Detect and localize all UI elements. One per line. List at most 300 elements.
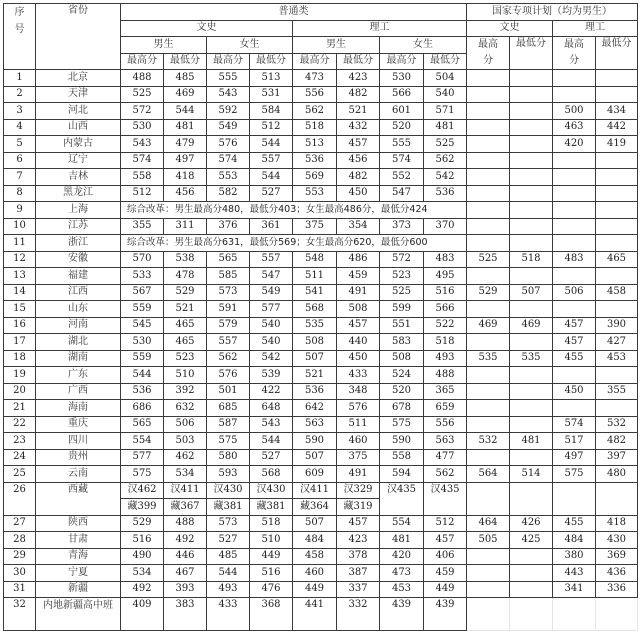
score-cell-empty bbox=[467, 119, 510, 136]
score-cell: 488 bbox=[164, 515, 207, 532]
score-cell: 551 bbox=[380, 317, 424, 334]
table-row bbox=[4, 515, 638, 532]
province-name: 湖北 bbox=[36, 334, 121, 351]
score-cell: 501 bbox=[207, 383, 250, 400]
score-cell: 473 bbox=[380, 565, 424, 582]
score-cell: 495 bbox=[424, 268, 467, 285]
score-cell-empty bbox=[596, 185, 638, 202]
table-row bbox=[4, 268, 638, 285]
row-number: 12 bbox=[4, 251, 36, 268]
score-cell: 554 bbox=[121, 433, 164, 450]
score-cell: 530 bbox=[121, 334, 164, 351]
score-cell: 332 bbox=[337, 598, 380, 631]
score-cell: 532 bbox=[467, 433, 510, 450]
score-cell: 483 bbox=[553, 251, 596, 268]
score-cell: 587 bbox=[207, 416, 250, 433]
score-cell: 504 bbox=[424, 70, 467, 87]
row-number: 18 bbox=[4, 350, 36, 367]
score-cell: 536 bbox=[121, 383, 164, 400]
score-cell: 577 bbox=[250, 301, 293, 318]
score-cell: 409 bbox=[121, 598, 164, 631]
table-row bbox=[4, 301, 638, 318]
score-cell: 516 bbox=[250, 565, 293, 582]
header-national-ligong-max-text: 最高分 bbox=[564, 39, 584, 66]
score-cell-empty bbox=[553, 185, 596, 202]
score-cell: 469 bbox=[510, 317, 553, 334]
score-cell: 685 bbox=[207, 400, 250, 417]
score-cell: 553 bbox=[207, 169, 250, 186]
score-cell-empty bbox=[553, 400, 596, 417]
score-cell: 460 bbox=[337, 433, 380, 450]
score-cell: 393 bbox=[164, 581, 207, 598]
score-cell-empty bbox=[596, 70, 638, 87]
score-cell: 574 bbox=[121, 152, 164, 169]
score-cell-empty bbox=[467, 152, 510, 169]
header-wenshi-male: 男生 bbox=[121, 37, 207, 54]
score-cell: 423 bbox=[337, 70, 380, 87]
score-cell: 506 bbox=[553, 284, 596, 301]
score-cell-empty bbox=[467, 103, 510, 120]
score-cell: 453 bbox=[596, 350, 638, 367]
table-row bbox=[4, 103, 638, 120]
score-cell: 521 bbox=[293, 367, 337, 384]
score-cell: 348 bbox=[337, 383, 380, 400]
score-cell: 542 bbox=[250, 350, 293, 367]
score-cell-zang: 藏399 bbox=[121, 499, 164, 516]
score-cell: 517 bbox=[553, 433, 596, 450]
province-name: 云南 bbox=[36, 466, 121, 483]
score-cell-empty bbox=[510, 185, 553, 202]
header-ligong-male: 男生 bbox=[293, 37, 380, 54]
province-name: 内蒙古 bbox=[36, 136, 121, 153]
row-number: 14 bbox=[4, 284, 36, 301]
score-cell: 507 bbox=[293, 449, 337, 466]
score-cell-empty bbox=[553, 301, 596, 318]
score-cell: 575 bbox=[121, 466, 164, 483]
header-max: 最高分 bbox=[207, 53, 250, 70]
row-number: 24 bbox=[4, 449, 36, 466]
score-cell: 659 bbox=[424, 400, 467, 417]
score-cell: 543 bbox=[250, 416, 293, 433]
score-cell: 579 bbox=[207, 317, 250, 334]
score-cell: 609 bbox=[293, 466, 337, 483]
score-cell: 563 bbox=[293, 416, 337, 433]
row-number: 19 bbox=[4, 367, 36, 384]
score-cell: 467 bbox=[164, 565, 207, 582]
score-cell-han: 汉411 bbox=[293, 482, 337, 499]
score-cell: 457 bbox=[553, 334, 596, 351]
score-cell: 525 bbox=[380, 284, 424, 301]
score-cell-empty bbox=[467, 202, 510, 219]
province-name: 吉林 bbox=[36, 169, 121, 186]
score-cell-empty bbox=[467, 268, 510, 285]
score-cell: 522 bbox=[424, 317, 467, 334]
score-cell: 457 bbox=[553, 317, 596, 334]
row-number: 15 bbox=[4, 301, 36, 318]
score-cell: 534 bbox=[121, 565, 164, 582]
score-cell: 508 bbox=[337, 301, 380, 318]
header-national-ligong: 理工 bbox=[553, 20, 638, 37]
score-cell: 530 bbox=[121, 119, 164, 136]
table-row bbox=[4, 251, 638, 268]
score-cell: 555 bbox=[207, 70, 250, 87]
score-cell: 590 bbox=[293, 433, 337, 450]
province-name: 海南 bbox=[36, 400, 121, 417]
admission-score-table bbox=[3, 3, 638, 631]
score-cell: 481 bbox=[380, 532, 424, 549]
province-name: 湖南 bbox=[36, 350, 121, 367]
score-cell: 562 bbox=[424, 466, 467, 483]
score-cell: 557 bbox=[250, 152, 293, 169]
province-name: 青海 bbox=[36, 548, 121, 565]
score-cell: 525 bbox=[121, 86, 164, 103]
province-name: 浙江 bbox=[36, 235, 121, 252]
score-cell-empty bbox=[596, 367, 638, 384]
header-max: 最高分 bbox=[380, 53, 424, 70]
score-cell-empty bbox=[467, 367, 510, 384]
score-cell: 456 bbox=[337, 152, 380, 169]
score-cell-han: 汉411 bbox=[164, 482, 207, 499]
score-cell: 483 bbox=[424, 251, 467, 268]
score-cell-empty bbox=[467, 334, 510, 351]
province-name: 河南 bbox=[36, 317, 121, 334]
score-cell-empty bbox=[553, 367, 596, 384]
score-cell: 569 bbox=[293, 169, 337, 186]
row-number: 23 bbox=[4, 433, 36, 450]
score-cell: 648 bbox=[250, 400, 293, 417]
score-cell: 547 bbox=[380, 185, 424, 202]
score-cell: 566 bbox=[380, 86, 424, 103]
score-cell: 481 bbox=[164, 119, 207, 136]
table-row bbox=[4, 433, 638, 450]
score-cell: 554 bbox=[380, 515, 424, 532]
score-cell: 536 bbox=[424, 185, 467, 202]
score-cell-han: 汉329 bbox=[337, 482, 380, 499]
score-cell: 536 bbox=[293, 152, 337, 169]
score-cell: 514 bbox=[510, 466, 553, 483]
score-cell: 450 bbox=[337, 350, 380, 367]
score-cell: 568 bbox=[293, 301, 337, 318]
table-row bbox=[4, 218, 638, 235]
score-cell: 439 bbox=[424, 598, 467, 631]
score-cell: 512 bbox=[121, 185, 164, 202]
score-cell-empty bbox=[467, 548, 510, 565]
score-cell: 529 bbox=[164, 284, 207, 301]
score-cell-empty bbox=[510, 119, 553, 136]
score-cell-empty bbox=[510, 235, 553, 252]
score-cell: 527 bbox=[250, 449, 293, 466]
score-cell: 512 bbox=[250, 119, 293, 136]
table-row bbox=[4, 334, 638, 351]
score-cell: 465 bbox=[164, 334, 207, 351]
score-cell: 585 bbox=[207, 268, 250, 285]
score-cell: 584 bbox=[250, 103, 293, 120]
province-name: 山东 bbox=[36, 301, 121, 318]
score-cell: 507 bbox=[510, 284, 553, 301]
score-cell: 442 bbox=[596, 119, 638, 136]
score-cell: 458 bbox=[596, 284, 638, 301]
score-cell: 508 bbox=[293, 334, 337, 351]
table-row bbox=[4, 284, 638, 301]
score-cell-empty bbox=[510, 268, 553, 285]
row-number: 28 bbox=[4, 532, 36, 549]
score-cell: 535 bbox=[293, 317, 337, 334]
score-cell: 449 bbox=[293, 581, 337, 598]
score-cell-empty bbox=[596, 152, 638, 169]
table-row bbox=[4, 466, 638, 483]
score-cell: 455 bbox=[553, 515, 596, 532]
header-regular: 普通类 bbox=[121, 4, 467, 21]
table-row bbox=[4, 119, 638, 136]
score-cell: 440 bbox=[337, 334, 380, 351]
row-number: 2 bbox=[4, 86, 36, 103]
score-cell: 552 bbox=[380, 169, 424, 186]
score-cell: 450 bbox=[553, 383, 596, 400]
score-cell: 485 bbox=[207, 548, 250, 565]
score-cell: 533 bbox=[121, 268, 164, 285]
score-cell: 558 bbox=[380, 449, 424, 466]
table-row bbox=[4, 185, 638, 202]
score-cell: 432 bbox=[337, 119, 380, 136]
score-cell: 380 bbox=[553, 548, 596, 565]
score-cell: 568 bbox=[250, 466, 293, 483]
score-cell: 341 bbox=[553, 581, 596, 598]
province-name: 西藏 bbox=[36, 482, 121, 515]
score-cell: 493 bbox=[424, 350, 467, 367]
score-cell: 473 bbox=[293, 70, 337, 87]
score-cell: 439 bbox=[380, 598, 424, 631]
score-cell: 544 bbox=[250, 169, 293, 186]
score-cell: 376 bbox=[207, 218, 250, 235]
row-number: 30 bbox=[4, 565, 36, 582]
score-cell: 539 bbox=[250, 367, 293, 384]
table-row bbox=[4, 350, 638, 367]
score-cell: 465 bbox=[164, 317, 207, 334]
row-number: 1 bbox=[4, 70, 36, 87]
row-number: 7 bbox=[4, 169, 36, 186]
score-cell: 516 bbox=[121, 532, 164, 549]
score-cell-empty bbox=[596, 202, 638, 219]
score-cell: 544 bbox=[250, 136, 293, 153]
score-cell: 686 bbox=[121, 400, 164, 417]
score-cell-empty bbox=[510, 86, 553, 103]
score-cell: 355 bbox=[121, 218, 164, 235]
score-cell-empty bbox=[510, 400, 553, 417]
score-cell-empty bbox=[553, 202, 596, 219]
score-cell: 490 bbox=[121, 548, 164, 565]
score-cell: 457 bbox=[337, 317, 380, 334]
score-cell: 488 bbox=[424, 367, 467, 384]
score-cell: 582 bbox=[207, 185, 250, 202]
province-name: 内地新疆高中班 bbox=[36, 598, 121, 631]
row-number: 13 bbox=[4, 268, 36, 285]
score-cell: 510 bbox=[250, 532, 293, 549]
score-cell: 524 bbox=[380, 367, 424, 384]
score-cell: 478 bbox=[164, 268, 207, 285]
score-cell: 525 bbox=[424, 136, 467, 153]
score-cell: 449 bbox=[424, 581, 467, 598]
score-cell-han: 汉462 bbox=[121, 482, 164, 499]
score-cell: 529 bbox=[121, 515, 164, 532]
header-national-plan: 国家专项计划（均为男生） bbox=[467, 4, 638, 21]
row-number: 10 bbox=[4, 218, 36, 235]
score-cell: 574 bbox=[207, 152, 250, 169]
score-cell-empty bbox=[467, 449, 510, 466]
row-number: 31 bbox=[4, 581, 36, 598]
score-cell: 481 bbox=[510, 433, 553, 450]
score-cell: 572 bbox=[380, 251, 424, 268]
row-number: 4 bbox=[4, 119, 36, 136]
score-cell-empty bbox=[553, 235, 596, 252]
province-name: 宁夏 bbox=[36, 565, 121, 582]
row-number: 11 bbox=[4, 235, 36, 252]
merged-reform-note: 综合改革：男生最高分480，最低分403；女生最高486分，最低分424 bbox=[121, 202, 467, 219]
score-cell: 538 bbox=[164, 251, 207, 268]
score-cell-empty bbox=[467, 301, 510, 318]
score-cell: 513 bbox=[250, 70, 293, 87]
score-cell-empty bbox=[596, 400, 638, 417]
score-cell: 433 bbox=[337, 367, 380, 384]
score-cell: 505 bbox=[467, 532, 510, 549]
score-cell-zang: 藏367 bbox=[164, 499, 207, 516]
score-cell: 557 bbox=[207, 334, 250, 351]
header-national-wenshi-min: 最低分 bbox=[510, 37, 553, 70]
score-cell: 563 bbox=[424, 433, 467, 450]
score-cell: 529 bbox=[467, 284, 510, 301]
score-cell: 434 bbox=[596, 103, 638, 120]
table-row bbox=[4, 383, 638, 400]
score-cell: 369 bbox=[596, 548, 638, 565]
score-cell: 567 bbox=[121, 284, 164, 301]
table-row bbox=[4, 152, 638, 169]
header-seq-text: 序号 bbox=[14, 7, 25, 35]
table-row bbox=[4, 86, 638, 103]
score-cell: 336 bbox=[596, 581, 638, 598]
score-cell-han: 汉430 bbox=[250, 482, 293, 499]
score-table-container bbox=[3, 3, 638, 631]
score-cell-empty bbox=[510, 598, 553, 631]
score-cell: 492 bbox=[121, 581, 164, 598]
score-cell: 420 bbox=[553, 136, 596, 153]
score-cell-empty bbox=[467, 482, 510, 515]
score-cell-empty bbox=[467, 136, 510, 153]
score-cell: 375 bbox=[337, 449, 380, 466]
score-cell-empty bbox=[467, 218, 510, 235]
score-cell-empty bbox=[510, 383, 553, 400]
score-cell: 594 bbox=[380, 466, 424, 483]
score-cell: 418 bbox=[596, 515, 638, 532]
score-cell: 459 bbox=[337, 268, 380, 285]
score-cell: 488 bbox=[121, 70, 164, 87]
score-cell-empty bbox=[510, 449, 553, 466]
score-cell: 521 bbox=[337, 103, 380, 120]
score-cell-empty bbox=[553, 152, 596, 169]
score-cell: 553 bbox=[293, 185, 337, 202]
score-cell: 450 bbox=[337, 185, 380, 202]
score-cell-empty bbox=[510, 301, 553, 318]
score-cell: 419 bbox=[596, 136, 638, 153]
province-name: 上海 bbox=[36, 202, 121, 219]
score-cell-empty bbox=[467, 86, 510, 103]
score-cell: 562 bbox=[424, 152, 467, 169]
score-cell: 527 bbox=[250, 185, 293, 202]
score-cell: 518 bbox=[293, 119, 337, 136]
score-cell-empty bbox=[467, 400, 510, 417]
score-cell: 540 bbox=[250, 317, 293, 334]
score-cell: 392 bbox=[164, 383, 207, 400]
score-cell: 523 bbox=[164, 350, 207, 367]
score-cell: 511 bbox=[293, 268, 337, 285]
score-cell-zang: 藏319 bbox=[337, 499, 380, 516]
score-cell: 592 bbox=[207, 103, 250, 120]
score-cell: 570 bbox=[121, 251, 164, 268]
score-cell: 430 bbox=[596, 532, 638, 549]
table-row bbox=[4, 367, 638, 384]
score-cell: 535 bbox=[510, 350, 553, 367]
score-cell: 486 bbox=[337, 251, 380, 268]
score-cell: 456 bbox=[164, 185, 207, 202]
score-cell: 465 bbox=[596, 251, 638, 268]
score-cell-empty bbox=[510, 136, 553, 153]
row-number: 25 bbox=[4, 466, 36, 483]
row-number: 32 bbox=[4, 598, 36, 631]
row-number: 22 bbox=[4, 416, 36, 433]
header-regular-ligong: 理工 bbox=[293, 20, 467, 37]
header-min: 最低分 bbox=[250, 53, 293, 70]
province-name: 江西 bbox=[36, 284, 121, 301]
score-cell: 457 bbox=[337, 136, 380, 153]
score-cell-empty bbox=[510, 70, 553, 87]
score-cell-empty bbox=[596, 169, 638, 186]
score-cell: 544 bbox=[207, 565, 250, 582]
score-cell: 491 bbox=[337, 466, 380, 483]
header-max: 最高分 bbox=[121, 53, 164, 70]
score-cell-empty bbox=[553, 169, 596, 186]
province-name: 四川 bbox=[36, 433, 121, 450]
score-cell-empty bbox=[467, 565, 510, 582]
score-cell: 555 bbox=[380, 136, 424, 153]
header-min: 最低分 bbox=[424, 53, 467, 70]
score-cell: 510 bbox=[164, 367, 207, 384]
score-cell: 632 bbox=[164, 400, 207, 417]
score-cell: 574 bbox=[380, 152, 424, 169]
row-number: 17 bbox=[4, 334, 36, 351]
score-cell: 425 bbox=[510, 532, 553, 549]
score-cell-empty bbox=[510, 482, 553, 515]
score-cell: 531 bbox=[250, 86, 293, 103]
score-cell: 481 bbox=[424, 119, 467, 136]
score-cell: 457 bbox=[337, 515, 380, 532]
score-cell: 575 bbox=[207, 433, 250, 450]
score-cell-empty bbox=[510, 169, 553, 186]
score-cell-empty bbox=[596, 86, 638, 103]
score-cell-empty bbox=[510, 581, 553, 598]
table-row bbox=[4, 400, 638, 417]
score-cell-empty bbox=[467, 383, 510, 400]
score-cell: 433 bbox=[207, 598, 250, 631]
score-cell: 503 bbox=[164, 433, 207, 450]
table-row bbox=[4, 202, 638, 219]
score-cell: 337 bbox=[337, 581, 380, 598]
score-cell: 518 bbox=[510, 251, 553, 268]
score-cell: 545 bbox=[121, 317, 164, 334]
score-cell: 565 bbox=[207, 251, 250, 268]
row-number: 5 bbox=[4, 136, 36, 153]
score-cell: 518 bbox=[424, 334, 467, 351]
score-cell: 373 bbox=[380, 218, 424, 235]
score-cell: 549 bbox=[250, 284, 293, 301]
score-cell: 543 bbox=[121, 136, 164, 153]
